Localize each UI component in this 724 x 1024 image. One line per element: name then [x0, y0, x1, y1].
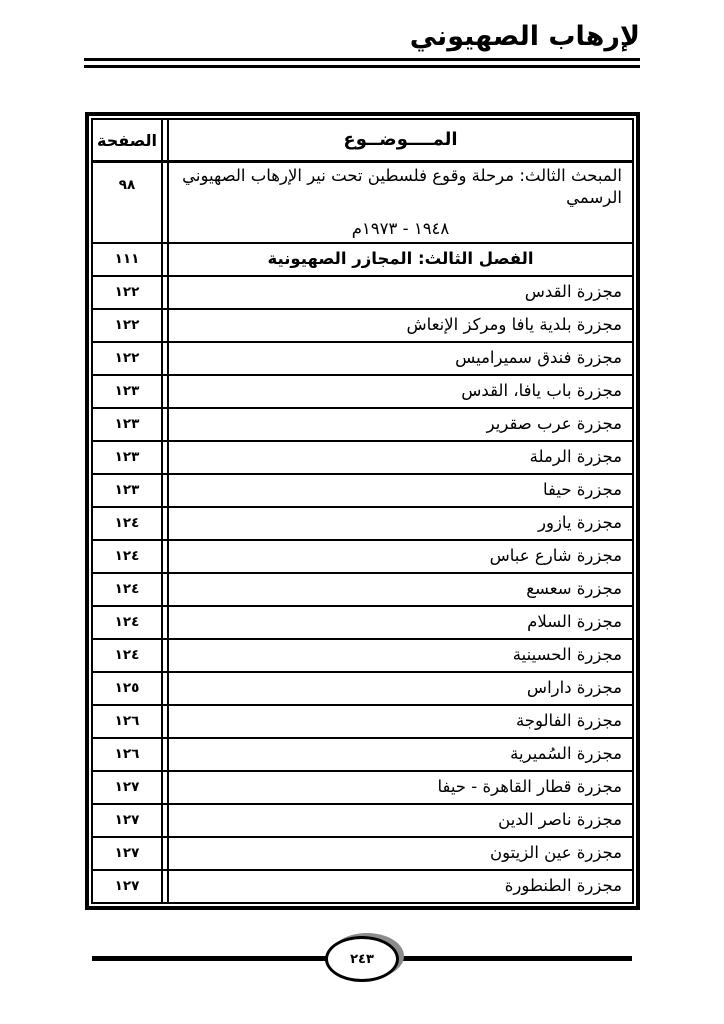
topic-cell: مجزرة السلام: [167, 607, 632, 638]
topic-cell: مجزرة ناصر الدين: [167, 805, 632, 836]
table-row: [93, 805, 632, 838]
table-row: [93, 640, 632, 673]
page-cell: ١٢٤: [93, 508, 163, 539]
topic-cell: مجزرة القدس: [167, 277, 632, 308]
table-of-contents: [85, 112, 640, 910]
table-row: [93, 673, 632, 706]
topic-cell: مجزرة الطنطورة: [167, 871, 632, 902]
page-header: [84, 0, 640, 68]
page-cell: ١٢٢: [93, 277, 163, 308]
table-row: [93, 772, 632, 805]
topic-cell: مجزرة السُميرية: [167, 739, 632, 770]
table-row: [93, 871, 632, 902]
table-row: [93, 574, 632, 607]
header-double-rule: [84, 58, 640, 68]
table-row: [93, 475, 632, 508]
topic-cell: مجزرة الرملة: [167, 442, 632, 473]
topic-cell: مجزرة الحسينية: [167, 640, 632, 671]
table-row: [93, 739, 632, 772]
page-cell: ١٢٤: [93, 640, 163, 671]
page-cell: ١٢٥: [93, 673, 163, 704]
running-header-title: لإرهاب الصهيوني: [409, 21, 640, 52]
topic-cell: مجزرة حيفا: [167, 475, 632, 506]
topic-cell: الفصل الثالث: المجازر الصهيونية: [167, 244, 632, 275]
table-row: [93, 607, 632, 640]
page-cell: ١٢٤: [93, 574, 163, 605]
topic-cell: مجزرة داراس: [167, 673, 632, 704]
table-row: [93, 442, 632, 475]
table-row-section: [93, 163, 632, 244]
page-cell: ١٢٧: [93, 805, 163, 836]
page-cell: ١٢٤: [93, 607, 163, 638]
page-cell: ١٢٢: [93, 343, 163, 374]
section-title-line1: المبحث الثالث: مرحلة وقوع فلسطين تحت نير الإرهاب الصهيوني الرسمي: [182, 166, 622, 208]
topic-cell: مجزرة يازور: [167, 508, 632, 539]
topic-cell: مجزرة سعسع: [167, 574, 632, 605]
page-footer: [92, 935, 632, 985]
page-cell: ١٢٢: [93, 310, 163, 341]
table-row: [93, 310, 632, 343]
page-cell: ١٢٧: [93, 871, 163, 902]
section-title-line2: ١٩٤٨ - ١٩٧٣م: [351, 218, 450, 238]
page-cell: ١٢٦: [93, 706, 163, 737]
topic-cell: مجزرة قطار القاهرة - حيفا: [167, 772, 632, 803]
table-row: [93, 838, 632, 871]
topic-cell: مجزرة عين الزيتون: [167, 838, 632, 869]
page-cell: ١٢٣: [93, 409, 163, 440]
topic-cell: مجزرة عرب صقرير: [167, 409, 632, 440]
table-row: [93, 343, 632, 376]
page-cell: ١٢٣: [93, 475, 163, 506]
table-inner-frame: [91, 118, 634, 904]
page-cell: ١٢٣: [93, 442, 163, 473]
topic-cell: مجزرة شارع عباس: [167, 541, 632, 572]
page-column-header: الصفحة: [93, 120, 163, 160]
topic-cell: مجزرة الفالوجة: [167, 706, 632, 737]
page-cell: ١٢٧: [93, 772, 163, 803]
table-row: [93, 508, 632, 541]
page-cell: ١٢٣: [93, 376, 163, 407]
page-cell: ١١١: [93, 244, 163, 275]
table-row: [93, 706, 632, 739]
topic-cell: [167, 163, 632, 242]
table-header-row: [93, 120, 632, 163]
table-row: [93, 541, 632, 574]
page-cell: ١٢٤: [93, 541, 163, 572]
topic-cell: مجزرة باب يافا، القدس: [167, 376, 632, 407]
page-cell: ١٢٧: [93, 838, 163, 869]
page-cell: ٩٨: [93, 163, 163, 242]
page-number-badge: ٢٤٣: [325, 936, 399, 982]
topic-column-header: المــــوضــوع: [167, 120, 632, 160]
table-row: [93, 409, 632, 442]
topic-cell: مجزرة فندق سميراميس: [167, 343, 632, 374]
table-row-chapter: [93, 244, 632, 277]
page-cell: ١٢٦: [93, 739, 163, 770]
topic-cell: مجزرة بلدية يافا ومركز الإنعاش: [167, 310, 632, 341]
table-row: [93, 277, 632, 310]
table-row: [93, 376, 632, 409]
